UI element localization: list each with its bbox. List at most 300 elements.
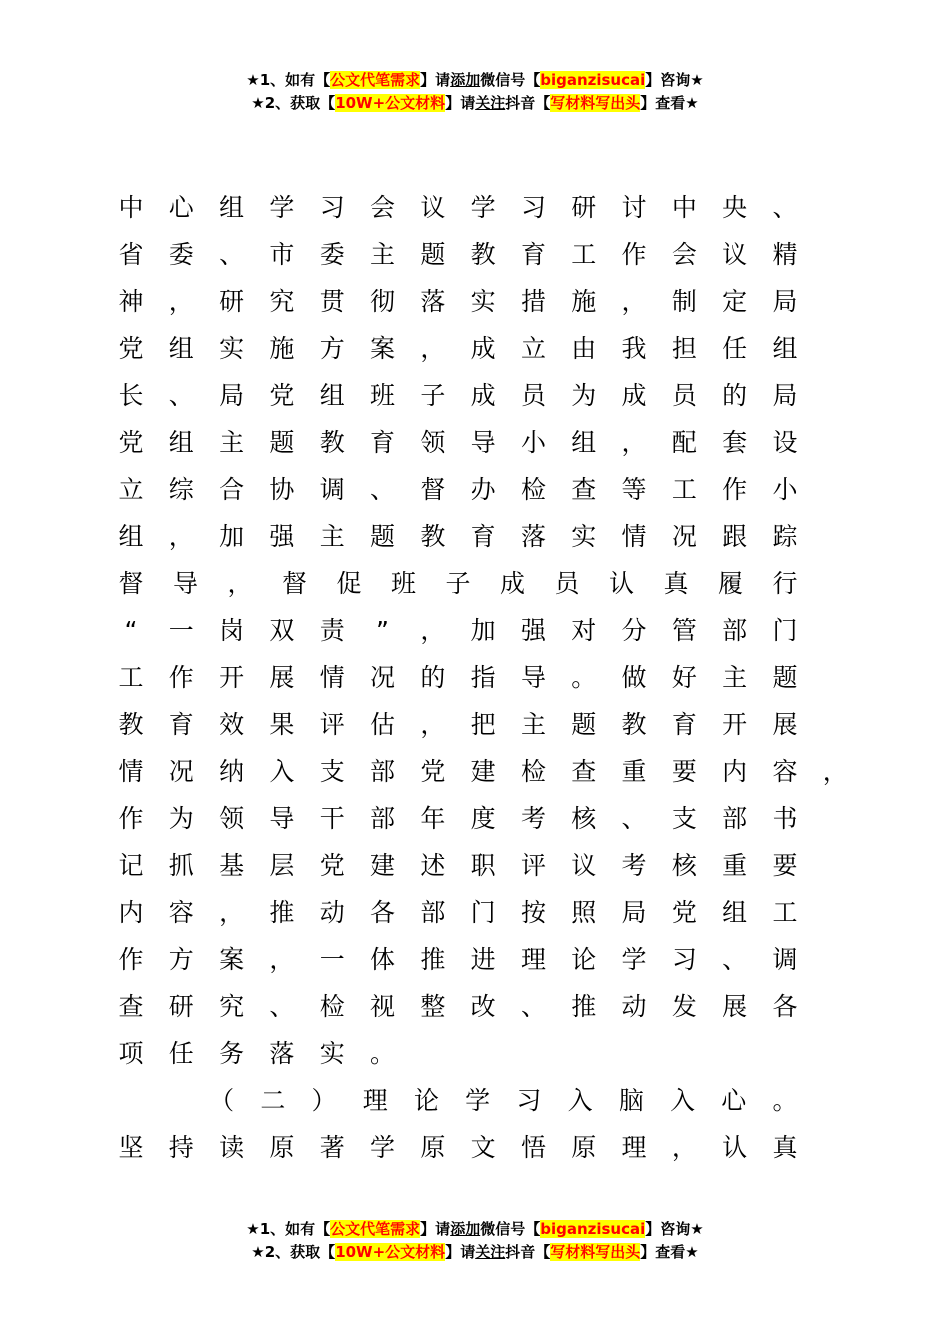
body-char: 党 [118,334,144,363]
body-char: 协 [269,475,295,504]
body-char: 主 [319,522,345,551]
body-char: 行 [772,569,798,598]
body-char: 教 [118,710,144,739]
body-char: 检 [319,992,345,1021]
body-char: 双 [269,616,295,645]
body-char: 。 [370,1039,396,1068]
body-char: 论 [413,1086,439,1115]
body-char: 认 [608,569,634,598]
body-line [0,560,950,607]
body-char: 中 [118,193,144,222]
body-char: 心 [168,193,194,222]
body-char: 况 [168,757,194,786]
body-char: 套 [722,428,748,457]
body-char: 要 [772,851,798,880]
header-banner-line-2 [0,92,950,115]
body-char: 落 [520,522,546,551]
body-char: 员 [671,381,697,410]
body-char: 党 [671,898,697,927]
body-char: 、 [370,475,396,504]
body-char: 原 [571,1133,597,1162]
body-char: 育 [168,710,194,739]
body-char: 的 [722,381,748,410]
body-char: 理 [362,1086,388,1115]
body-char: ， [621,428,647,457]
banner-text: ★2、获取【 [251,94,336,112]
body-char: 履 [717,569,743,598]
body-char: 由 [571,334,597,363]
body-char: 入 [269,757,295,786]
body-char: 组 [722,898,748,927]
body-char: 调 [319,475,345,504]
body-char: 为 [168,804,194,833]
body-char: 展 [269,663,295,692]
body-char: 合 [219,475,245,504]
body-char: 纳 [219,757,245,786]
body-char: 设 [772,428,798,457]
body-char: 、 [168,381,194,410]
header-banner-line-1 [0,69,950,92]
body-char: ） [311,1086,337,1115]
body-char: ， [822,757,848,786]
body-char: 要 [671,757,697,786]
body-char: 开 [722,710,748,739]
body-char: 、 [621,804,647,833]
body-char: 立 [118,475,144,504]
body-char: 组 [168,428,194,457]
banner-text: 抖音【 [505,94,551,112]
banner-underlined: 添加 [450,71,481,89]
body-char: 作 [722,475,748,504]
body-char: 理 [520,945,546,974]
body-char: 学 [370,1133,396,1162]
body-char: 局 [621,898,647,927]
body-char: 子 [420,381,446,410]
body-char: 组 [571,428,597,457]
body-char: 局 [772,381,798,410]
body-char: 情 [118,757,144,786]
body-char: 容 [772,757,798,786]
body-char: 促 [336,569,362,598]
banner-text: 】请 [420,1220,451,1238]
body-char: 基 [219,851,245,880]
body-char: 教 [420,522,446,551]
body-char: 一 [168,616,194,645]
body-char: 学 [465,1086,491,1115]
body-char: 跟 [722,522,748,551]
body-char: 门 [470,898,496,927]
body-char: 成 [470,381,496,410]
body-char: 视 [370,992,396,1021]
body-char: 组 [118,522,144,551]
body-char: 学 [621,945,647,974]
body-char: 神 [118,287,144,316]
body-char: 部 [722,804,748,833]
body-char: 改 [470,992,496,1021]
body-char: 育 [520,240,546,269]
body-char: 入 [670,1086,696,1115]
body-char: 任 [722,334,748,363]
body-char: 推 [420,945,446,974]
body-line [0,372,950,419]
body-char: 效 [219,710,245,739]
banner-text: 】咨询★ [645,71,704,89]
body-char: 容 [168,898,194,927]
body-char: 育 [370,428,396,457]
body-char: 评 [520,851,546,880]
banner-highlight: 10W+公文材料 [335,94,446,112]
body-char: 强 [269,522,295,551]
body-char: 研 [571,193,597,222]
body-line [0,513,950,560]
body-char: 主 [520,710,546,739]
banner-wechat-id: biganzisucai [540,1220,646,1238]
body-char: 论 [571,945,597,974]
body-char: 情 [621,522,647,551]
body-char: 案 [370,334,396,363]
body-char: 导 [269,804,295,833]
body-char: 学 [470,193,496,222]
body-char: 记 [118,851,144,880]
body-char: 作 [118,804,144,833]
body-char: 读 [219,1133,245,1162]
body-line [0,325,950,372]
body-line [0,231,950,278]
body-line [0,607,950,654]
body-char: 动 [621,992,647,1021]
body-char: 央 [722,193,748,222]
body-char: ， [269,945,295,974]
body-char: 估 [370,710,396,739]
body-char: 党 [269,381,295,410]
body-char: 度 [470,804,496,833]
banner-text: 】请 [420,71,451,89]
body-char: 内 [118,898,144,927]
body-char: 部 [420,898,446,927]
body-char: 施 [269,334,295,363]
body-char: 对 [571,616,597,645]
body-char: 局 [772,287,798,316]
body-line [0,1030,950,1077]
body-line [0,701,950,748]
body-char: 调 [772,945,798,974]
body-char: 中 [671,193,697,222]
banner-highlight: 公文代笔需求 [330,1220,421,1238]
body-char: 干 [319,804,345,833]
body-char: 彻 [370,287,396,316]
body-char: ” [376,616,389,645]
body-char: ， [219,898,245,927]
body-char: 、 [722,945,748,974]
body-char: 。 [571,663,597,692]
body-char: 究 [219,992,245,1021]
body-char: 工 [571,240,597,269]
body-char: 育 [470,522,496,551]
body-char: 整 [420,992,446,1021]
body-char: 推 [571,992,597,1021]
banner-highlight: 写材料写出头 [550,94,641,112]
body-char: 入 [567,1086,593,1115]
body-char: 发 [671,992,697,1021]
body-char: 措 [520,287,546,316]
body-char: 省 [118,240,144,269]
body-line [0,1124,950,1171]
body-char: 工 [671,475,697,504]
body-line [0,654,950,701]
body-char: 述 [420,851,446,880]
body-char: 议 [420,193,446,222]
body-char: 题 [772,663,798,692]
body-char: 子 [445,569,471,598]
body-char: 考 [621,851,647,880]
body-char: 原 [420,1133,446,1162]
banner-text: 】咨询★ [645,1220,704,1238]
body-char: 情 [319,663,345,692]
body-char: 评 [319,710,345,739]
body-char: ， [227,569,253,598]
body-char: 悟 [520,1133,546,1162]
body-char: 门 [772,616,798,645]
body-char: 、 [772,193,798,222]
banner-text: 】查看★ [640,94,699,112]
body-char: 开 [219,663,245,692]
body-char: 方 [319,334,345,363]
body-char: 。 [772,1086,798,1115]
body-char: 担 [671,334,697,363]
body-line [0,889,950,936]
body-char: 员 [554,569,580,598]
banner-underlined: 添加 [450,1220,481,1238]
body-char: 况 [370,663,396,692]
body-char: 作 [168,663,194,692]
body-char: 员 [520,381,546,410]
body-char: ， [420,616,446,645]
body-char: 各 [772,992,798,1021]
body-char: 、 [520,992,546,1021]
body-char: 会 [671,240,697,269]
body-char: 党 [319,851,345,880]
body-char: 检 [520,475,546,504]
body-char: 各 [370,898,396,927]
banner-text: ★2、获取【 [251,1243,336,1261]
banner-text: 微信号【 [480,71,541,89]
body-char: 班 [370,381,396,410]
body-char: 主 [722,663,748,692]
body-char: 题 [269,428,295,457]
body-char: 导 [172,569,198,598]
body-char: 主 [219,428,245,457]
body-line [0,1077,950,1124]
body-char: 小 [520,428,546,457]
body-char: 党 [118,428,144,457]
body-char: 指 [470,663,496,692]
body-line [0,466,950,513]
body-char: 展 [772,710,798,739]
body-char: 督 [420,475,446,504]
body-char: 成 [470,334,496,363]
body-char: 脑 [618,1086,644,1115]
body-char: 查 [118,992,144,1021]
body-char: 制 [671,287,697,316]
footer-banner [0,1218,950,1264]
body-char: 查 [571,757,597,786]
body-char: 部 [370,757,396,786]
body-char: 查 [571,475,597,504]
body-char: 强 [520,616,546,645]
body-char: 核 [571,804,597,833]
body-line [0,795,950,842]
body-char: 实 [219,334,245,363]
body-line [0,184,950,231]
footer-banner-line-1 [0,1218,950,1241]
body-char: 领 [219,804,245,833]
body-char: 照 [571,898,597,927]
body-char: 为 [571,381,597,410]
body-char: 建 [370,851,396,880]
body-char: 工 [772,898,798,927]
body-char: 展 [722,992,748,1021]
body-char: 组 [772,334,798,363]
body-char: 精 [772,240,798,269]
body-char: 层 [269,851,295,880]
body-char: 体 [370,945,396,974]
body-char: 果 [269,710,295,739]
body-char: 心 [721,1086,747,1115]
body-char: 我 [621,334,647,363]
body-char: 贯 [319,287,345,316]
body-char: 部 [370,804,396,833]
body-char: （ [209,1086,235,1115]
body-char: 分 [621,616,647,645]
body-char: 组 [319,381,345,410]
body-char: 长 [118,381,144,410]
body-char: 学 [269,193,295,222]
banner-text: 抖音【 [505,1243,551,1261]
body-char: 抓 [168,851,194,880]
body-char: 核 [671,851,697,880]
body-char: 工 [118,663,144,692]
body-char: 施 [571,287,597,316]
body-char: 支 [671,804,697,833]
body-char: 考 [520,804,546,833]
banner-highlight: 10W+公文材料 [335,1243,446,1261]
body-char: 书 [772,804,798,833]
body-char: 定 [722,287,748,316]
body-char: 题 [420,240,446,269]
banner-highlight: 写材料写出头 [550,1243,641,1261]
body-line [0,983,950,1030]
body-char: ， [671,1133,697,1162]
body-char: 导 [470,428,496,457]
body-char: 会 [370,193,396,222]
body-char: 文 [470,1133,496,1162]
body-char: 班 [390,569,416,598]
body-char: 办 [470,475,496,504]
body-char: 委 [168,240,194,269]
footer-banner-line-2 [0,1241,950,1264]
body-char: 习 [319,193,345,222]
body-char: ， [168,287,194,316]
body-char: 党 [420,757,446,786]
body-char: 作 [118,945,144,974]
body-char: 成 [621,381,647,410]
body-char: 按 [520,898,546,927]
body-char: 持 [168,1133,194,1162]
body-char: 坚 [118,1133,144,1162]
body-char: 等 [621,475,647,504]
body-char: 职 [470,851,496,880]
body-line [0,842,950,889]
body-char: 年 [420,804,446,833]
banner-text: 微信号【 [480,1220,541,1238]
body-char: 务 [219,1039,245,1068]
body-char: 加 [470,616,496,645]
body-char: 讨 [621,193,647,222]
body-char: 部 [722,616,748,645]
body-char: 二 [260,1086,286,1115]
banner-highlight: 公文代笔需求 [330,71,421,89]
body-line [0,419,950,466]
banner-text: 】请 [445,94,476,112]
body-char: 责 [319,616,345,645]
body-char: 支 [319,757,345,786]
body-char: 组 [168,334,194,363]
body-char: 动 [319,898,345,927]
body-char: 教 [621,710,647,739]
body-char: 小 [772,475,798,504]
body-char: ， [420,334,446,363]
body-char: 综 [168,475,194,504]
body-char: 、 [219,240,245,269]
body-char: 案 [219,945,245,974]
body-char: 方 [168,945,194,974]
body-char: 进 [470,945,496,974]
body-char: 真 [663,569,689,598]
body-char: 认 [722,1133,748,1162]
body-char: 研 [219,287,245,316]
body-char: 著 [319,1133,345,1162]
body-line [0,748,950,795]
body-char: 作 [621,240,647,269]
body-char: 督 [281,569,307,598]
body-char: 真 [772,1133,798,1162]
body-char: 岗 [219,616,245,645]
body-char: 究 [269,287,295,316]
body-char: 落 [420,287,446,316]
banner-text: 】查看★ [640,1243,699,1261]
body-char: 实 [470,287,496,316]
body-char: 一 [319,945,345,974]
body-char: 局 [219,381,245,410]
banner-text: 】请 [445,1243,476,1261]
body-char: ， [420,710,446,739]
banner-wechat-id: biganzisucai [540,71,646,89]
body-char: 主 [370,240,396,269]
body-char: 加 [219,522,245,551]
body-char: 育 [671,710,697,739]
body-char: 教 [470,240,496,269]
body-char: “ [124,616,138,645]
body-char: ， [168,522,194,551]
header-banner [0,69,950,115]
body-char: 项 [118,1039,144,1068]
body-char: 建 [470,757,496,786]
body-char: ， [621,287,647,316]
body-char: 实 [319,1039,345,1068]
body-char: 的 [420,663,446,692]
body-char: 领 [420,428,446,457]
body-char: 踪 [772,522,798,551]
